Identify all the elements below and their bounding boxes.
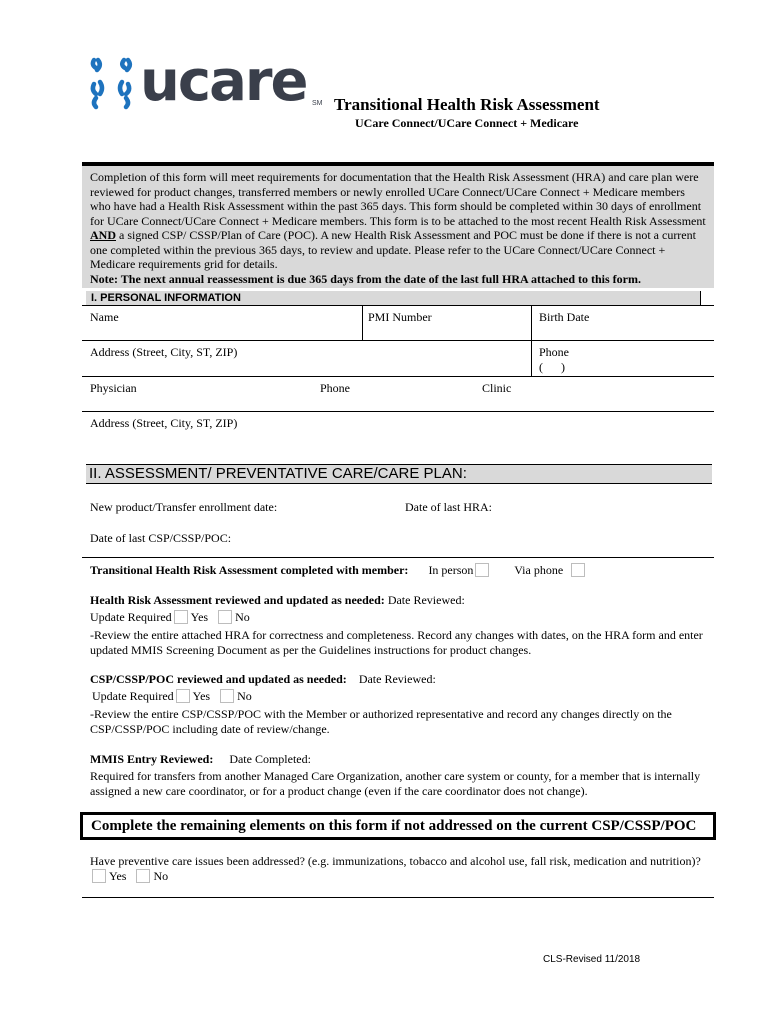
csp-review-heading-row [90,672,436,687]
hra-review-instructions: -Review the entire attached HRA for correctness and completeness. Record any changes with dates, on the HRA form and enter updated MMIS Screening Document as per the Guidelines instructions for product changes. [90,628,703,657]
last-csp-date-label: Date of last CSP/CSSP/POC: [90,531,232,545]
update-required-label: Update Required [92,689,174,703]
physician-label: Physician [90,381,137,395]
assessment-section-heading: II. ASSESSMENT/ PREVENTATIVE CARE/CARE PLAN: [86,464,712,484]
mmis-review-title: MMIS Entry Reviewed: [90,752,214,766]
intro-and-emphasis: AND [90,228,116,242]
personal-information-heading: I. PERSONAL INFORMATION [86,291,700,305]
name-label: Name [90,310,119,324]
via-phone-label: Via phone [514,563,564,577]
ucare-logo-mark-icon [88,56,134,110]
preventive-care-question: Have preventive care issues been addressed? (e.g. immunizations, tobacco and alcohol use, fall risk, medication and nutrition)? [90,854,701,868]
ucare-wordmark: ucare [140,49,307,114]
no-label: No [153,868,169,883]
hra-date-reviewed-label: Date Reviewed: [387,593,465,607]
address-label: Address (Street, City, ST, ZIP) [90,345,238,359]
preventive-no-checkbox[interactable] [136,869,150,883]
hra-update-required-row [90,610,250,625]
mmis-instructions: Required for transfers from another Managed Care Organization, another care system or county, for a member that is internally assigned a new care coordinator, or for a product change (even if the care coordinator does not change). [90,769,701,798]
hra-update-yes-checkbox[interactable] [174,610,188,624]
divider [531,305,532,340]
csp-review-title: CSP/CSSP/POC reviewed and updated as needed: [90,672,347,686]
no-label: No [235,610,250,624]
clinic-label: Clinic [482,381,512,395]
phone-area-code: ( ) [539,360,565,374]
last-hra-date-label: Date of last HRA: [405,500,492,514]
new-product-date-label: New product/Transfer enrollment date: [90,500,278,514]
intro-text-part2: a signed CSP/ CSSP/Plan of Care (POC). A new Health Risk Assessment and POC must be done if there is not a current one completed within the previous 365 days, to review and update. Please refer to the UCare Connect/UCare Connect + Medicare requirements grid for details. [90,228,696,271]
csp-update-no-checkbox[interactable] [220,689,234,703]
csp-update-required-row [92,689,252,704]
in-person-checkbox[interactable] [475,563,489,577]
service-mark: SM [312,100,323,107]
mmis-date-completed-label: Date Completed: [229,752,311,766]
divider [362,305,363,340]
preventive-care-row [90,854,712,883]
page-title: Transitional Health Risk Assessment [334,95,600,114]
intro-text-part1: Completion of this form will meet requirements for documentation that the Health Risk Assessment (HRA) and care plan were reviewed for product changes, transferred members or newly enrolled UCare Connect/UCare Connect + Medicare members who have had a Health Risk Assessment within the past 365 days. This form should be completed within 30 days of enrollment for UCare Connect/UCare Connect + Medicare members. This form is to be attached to the most recent Health Risk Assessment [90,170,706,228]
phone-label: Phone [539,345,569,359]
birth-date-label: Birth Date [539,310,590,324]
yes-label: Yes [192,689,211,703]
physician-address-label: Address (Street, City, ST, ZIP) [90,416,238,430]
completion-method-row [90,563,588,578]
divider [82,305,714,306]
in-person-label: In person [428,563,474,577]
revision-footer: CLS-Revised 11/2018 [543,954,641,965]
divider [82,897,714,898]
completion-method-label: Transitional Health Risk Assessment completed with member: [90,563,409,577]
remaining-elements-callout: Complete the remaining elements on this form if not addressed on the current CSP/CSSP/POC [80,812,716,840]
hra-review-heading-row [90,593,465,608]
yes-label: Yes [190,610,209,624]
pmi-number-label: PMI Number [368,310,432,324]
divider [82,411,714,412]
intro-note: Note: The next annual reassessment is due 365 days from the date of the last full HRA attached to this form. [90,271,641,286]
divider [82,340,714,341]
csp-date-reviewed-label: Date Reviewed: [358,672,436,686]
divider [82,557,714,558]
divider [531,340,532,376]
divider [700,291,701,305]
via-phone-checkbox[interactable] [571,563,585,577]
hra-review-title: Health Risk Assessment reviewed and updated as needed: [90,593,385,607]
csp-review-instructions: -Review the entire CSP/CSSP/POC with the Member or authorized representative and record any changes directly on the CSP/CSSP/POC including date of review/change. [90,707,672,736]
page-subtitle: UCare Connect/UCare Connect + Medicare [355,116,579,130]
preventive-yes-checkbox[interactable] [92,869,106,883]
csp-update-yes-checkbox[interactable] [176,689,190,703]
physician-phone-label: Phone [320,381,350,395]
intro-instructions [82,162,714,288]
mmis-heading-row [90,752,311,767]
update-required-label: Update Required [90,610,172,624]
hra-update-no-checkbox[interactable] [218,610,232,624]
no-label: No [237,689,252,703]
divider [82,376,714,377]
yes-label: Yes [109,868,127,883]
